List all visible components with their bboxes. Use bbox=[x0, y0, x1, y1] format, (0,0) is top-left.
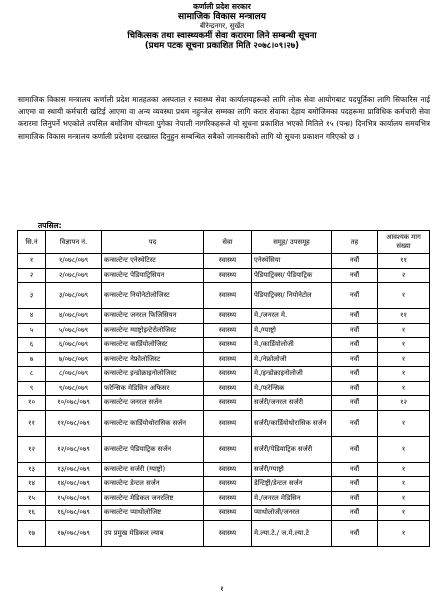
cell-level: नवौं bbox=[332, 477, 378, 492]
cell-group: मे.ल्या.टे./ ज.मे.ल्या.टे bbox=[252, 520, 332, 546]
cell-sn: ४ bbox=[18, 309, 46, 324]
cell-advert-no: १६/०७८/०७९ bbox=[46, 506, 102, 521]
cell-demand: १ bbox=[378, 338, 430, 353]
cell-post: कन्सल्टेन्ट पेडियाट्रिक सर्जन bbox=[102, 436, 204, 462]
cell-service: स्वास्थ्य bbox=[204, 520, 252, 546]
cell-service: स्वास्थ्य bbox=[204, 436, 252, 462]
cell-post: कन्सल्टेन्ट प्याथोलोजिष्ट bbox=[102, 506, 204, 521]
cell-advert-no: ५/०७८/०७९ bbox=[46, 323, 102, 338]
col-header-demand: आवश्यक माग संख्या bbox=[378, 231, 430, 254]
cell-service: स्वास्थ्य bbox=[204, 309, 252, 324]
vacancy-table bbox=[17, 230, 430, 547]
cell-group: मे./जनरल मेडिसिन bbox=[252, 491, 332, 506]
table-row bbox=[18, 477, 430, 492]
cell-level: नवौं bbox=[332, 506, 378, 521]
cell-demand: १ bbox=[378, 283, 430, 309]
cell-sn: ५ bbox=[18, 323, 46, 338]
cell-demand: ११ bbox=[378, 309, 430, 324]
cell-sn: ३ bbox=[18, 283, 46, 309]
cell-advert-no: १/०७८/०७९ bbox=[46, 254, 102, 269]
cell-service: स्वास्थ्य bbox=[204, 323, 252, 338]
cell-group: एनेस्थेसिया bbox=[252, 254, 332, 269]
notice-body: सामाजिक विकास मन्त्रालय कर्णाली प्रदेश मातहतका अस्पताल र स्वास्थ्य सेवा कार्यालयहरूको लागि लोक सेवा आयोगबाट पदपूर्तिका लागि सिफारिस नाई आएमा वा स्थायी कर्मचारी खटिई आएमा वा अन्य व्यवस्था प्रथम नहुन्जेल सम्मका लागि करार सेवाका देहाय बमोजिमका पदहरूमा प्राविधिक कर्मचारी सेवा करारमा लिनुपर्ने भएकोले तपसिल बमोजिम योग्यता पुगेका नेपाली नागरिकहरूले यो सूचना प्रकाशित भएको मितिले १५ (पन्ध्र) दिनभित्र कार्यालय समयभित्र सामाजिक विकास मन्त्रालय कर्णाली प्रदेशमा दरखास्त दिनुहुन सम्बन्धित सबैको जानकारीको लागि यो सूचना प्रकाशन गरिएको छ । bbox=[18, 95, 430, 141]
cell-group: मे./फरेन्सिक bbox=[252, 381, 332, 396]
cell-demand: १ bbox=[378, 367, 430, 382]
cell-demand: १ bbox=[378, 462, 430, 477]
cell-group: सर्जरी/पेडियाट्रिक सर्जरी bbox=[252, 436, 332, 462]
cell-group: डेन्टिष्ट्री/डेन्टल सर्जन bbox=[252, 477, 332, 492]
cell-group: पेडियाट्रिक्स/ पेडियाट्रिक bbox=[252, 268, 332, 283]
table-row bbox=[18, 352, 430, 367]
table-row bbox=[18, 396, 430, 411]
cell-service: स्वास्थ्य bbox=[204, 268, 252, 283]
schedule-label: तपसिल: bbox=[38, 221, 62, 230]
cell-group: मे./जनरल मे. bbox=[252, 309, 332, 324]
cell-post: कन्सल्टेन्ट जनरल फिजिसियन bbox=[102, 309, 204, 324]
cell-service: स्वास्थ्य bbox=[204, 410, 252, 436]
table-row bbox=[18, 367, 430, 382]
cell-sn: ११ bbox=[18, 410, 46, 436]
table-row bbox=[18, 254, 430, 269]
cell-service: स्वास्थ्य bbox=[204, 381, 252, 396]
cell-post: फरेन्सिक मेडिसिन अफिसर bbox=[102, 381, 204, 396]
table-row bbox=[18, 436, 430, 462]
cell-level: नवौं bbox=[332, 367, 378, 382]
cell-advert-no: ३/०७८/०७९ bbox=[46, 283, 102, 309]
cell-advert-no: १५/०७८/०७९ bbox=[46, 491, 102, 506]
cell-advert-no: १४/०७८/०७९ bbox=[46, 477, 102, 492]
cell-post: कन्सल्टेन्ट सर्जरी (ग्याष्ट्रो) bbox=[102, 462, 204, 477]
table-row bbox=[18, 283, 430, 309]
cell-advert-no: ४/०७८/०७९ bbox=[46, 309, 102, 324]
cell-level: नवौं bbox=[332, 323, 378, 338]
cell-post: कन्सल्टेन्ट जनरल सर्जन bbox=[102, 396, 204, 411]
cell-demand: १ bbox=[378, 410, 430, 436]
cell-post: कन्सल्टेन्ट नियोनेटोलोजिस्ट bbox=[102, 283, 204, 309]
cell-level: नवौं bbox=[332, 352, 378, 367]
cell-group: सर्जरी/जनरल सर्जरी bbox=[252, 396, 332, 411]
cell-service: स्वास्थ्य bbox=[204, 491, 252, 506]
cell-demand: १ bbox=[378, 491, 430, 506]
cell-service: स्वास्थ्य bbox=[204, 352, 252, 367]
table-row bbox=[18, 338, 430, 353]
col-header-group: समूह/ उपसमूह bbox=[252, 231, 332, 254]
cell-service: स्वास्थ्य bbox=[204, 283, 252, 309]
cell-post: कन्सल्टेन्ट डेन्टल सर्जन bbox=[102, 477, 204, 492]
ministry-name: सामाजिक विकास मन्त्रालय bbox=[178, 11, 266, 22]
cell-advert-no: १०/०७८/०७९ bbox=[46, 396, 102, 411]
col-header-service: सेवा bbox=[204, 231, 252, 254]
cell-demand: १ bbox=[378, 381, 430, 396]
cell-demand: १ bbox=[378, 520, 430, 546]
cell-post: कन्सल्टेन्ट कार्डियोथोरासिक सर्जन bbox=[102, 410, 204, 436]
cell-group: मे./नेफ्रोलोजी bbox=[252, 352, 332, 367]
cell-sn: १ bbox=[18, 254, 46, 269]
cell-advert-no: ७/०७८/०७९ bbox=[46, 352, 102, 367]
cell-group: मे./ग्याष्ट्रो bbox=[252, 323, 332, 338]
table-row bbox=[18, 410, 430, 436]
cell-demand: १२ bbox=[378, 396, 430, 411]
col-header-level: तह bbox=[332, 231, 378, 254]
table-row bbox=[18, 462, 430, 477]
cell-demand: १ bbox=[378, 352, 430, 367]
cell-demand: १ bbox=[378, 323, 430, 338]
cell-post: कन्सल्टेन्ट ग्याष्ट्रोइन्टेरोलोजिस्ट bbox=[102, 323, 204, 338]
cell-sn: ६ bbox=[18, 338, 46, 353]
government-name: कर्णाली प्रदेश सरकार bbox=[193, 2, 251, 11]
cell-group: मे./इन्डोक्राइनोलोजी bbox=[252, 367, 332, 382]
cell-group: प्याथोलोजी/जनरल bbox=[252, 506, 332, 521]
cell-level: नवौं bbox=[332, 309, 378, 324]
cell-level: नवौं bbox=[332, 462, 378, 477]
cell-service: स्वास्थ्य bbox=[204, 396, 252, 411]
cell-advert-no: ९/०७८/०७९ bbox=[46, 381, 102, 396]
cell-advert-no: १२/०७८/०७९ bbox=[46, 436, 102, 462]
cell-group: मे./कार्डियोलोजी bbox=[252, 338, 332, 353]
col-header-advert-no: विज्ञापन नं. bbox=[46, 231, 102, 254]
cell-post: उप प्रमुख मेडिकल ल्याब bbox=[102, 520, 204, 546]
table-row bbox=[18, 381, 430, 396]
cell-sn: ८ bbox=[18, 367, 46, 382]
cell-sn: २ bbox=[18, 268, 46, 283]
table-row bbox=[18, 309, 430, 324]
cell-demand: १ bbox=[378, 506, 430, 521]
cell-sn: १४ bbox=[18, 477, 46, 492]
table-header-row bbox=[18, 231, 430, 254]
cell-advert-no: ६/०७८/०७९ bbox=[46, 338, 102, 353]
table-row bbox=[18, 268, 430, 283]
cell-post: कन्सल्टेन्ट पेडियाट्रिसियन bbox=[102, 268, 204, 283]
ministry-address: बीरेन्द्रनगर, सुर्खेत bbox=[199, 21, 245, 30]
table-row bbox=[18, 323, 430, 338]
cell-sn: ९ bbox=[18, 381, 46, 396]
page-number: १ bbox=[220, 585, 224, 593]
cell-service: स्वास्थ्य bbox=[204, 462, 252, 477]
cell-level: नवौं bbox=[332, 436, 378, 462]
cell-service: स्वास्थ्य bbox=[204, 254, 252, 269]
cell-level: नवौं bbox=[332, 491, 378, 506]
cell-level: नवौं bbox=[332, 381, 378, 396]
col-header-post: पद bbox=[102, 231, 204, 254]
cell-sn: १६ bbox=[18, 506, 46, 521]
cell-post: कन्सल्टेन्ट कार्डियोलोजिस्ट bbox=[102, 338, 204, 353]
cell-group: पेडियाट्रिक्स/ नियोनेटोल bbox=[252, 283, 332, 309]
cell-post: कन्सल्टेन्ट इन्डोक्राइनोलोजिस्ट bbox=[102, 367, 204, 382]
cell-advert-no: १७/०७८/०७९ bbox=[46, 520, 102, 546]
cell-group: सर्जरी/कार्डियोथोरासिक सर्जन bbox=[252, 410, 332, 436]
cell-service: स्वास्थ्य bbox=[204, 338, 252, 353]
cell-advert-no: ११/०७८/०७९ bbox=[46, 410, 102, 436]
cell-service: स्वास्थ्य bbox=[204, 477, 252, 492]
cell-post: कन्सल्टेन्ट एनेस्थेटिस्ट bbox=[102, 254, 204, 269]
cell-level: नवौं bbox=[332, 520, 378, 546]
cell-service: स्वास्थ्य bbox=[204, 367, 252, 382]
cell-sn: ७ bbox=[18, 352, 46, 367]
cell-advert-no: ८/०७८/०७९ bbox=[46, 367, 102, 382]
cell-sn: १२ bbox=[18, 436, 46, 462]
cell-level: नवौं bbox=[332, 283, 378, 309]
table-row bbox=[18, 520, 430, 546]
cell-level: नवौं bbox=[332, 396, 378, 411]
cell-advert-no: २/०७८/०७९ bbox=[46, 268, 102, 283]
cell-level: नवौं bbox=[332, 338, 378, 353]
cell-level: नवौं bbox=[332, 268, 378, 283]
cell-sn: १० bbox=[18, 396, 46, 411]
cell-post: कन्सल्टेन्ट नेफ्रोलोजिस्ट bbox=[102, 352, 204, 367]
publication-date: (प्रथम पटक सूचना प्रकाशित मिति २०७८।०९।२७) bbox=[144, 40, 300, 51]
cell-demand: २ bbox=[378, 268, 430, 283]
table-row bbox=[18, 506, 430, 521]
notice-title: चिकित्सक तथा स्वास्थ्यकर्मी सेवा करारमा लिने सम्बन्धी सूचना bbox=[127, 31, 317, 42]
cell-post: कन्सल्टेन्ट मेडिकल जनरलिष्ट bbox=[102, 491, 204, 506]
cell-sn: १३ bbox=[18, 462, 46, 477]
col-header-sn: सि.नं bbox=[18, 231, 46, 254]
cell-sn: १५ bbox=[18, 491, 46, 506]
cell-sn: १७ bbox=[18, 520, 46, 546]
cell-demand: ११ bbox=[378, 254, 430, 269]
cell-level: नवौं bbox=[332, 254, 378, 269]
table-row bbox=[18, 491, 430, 506]
cell-demand: १ bbox=[378, 436, 430, 462]
cell-service: स्वास्थ्य bbox=[204, 506, 252, 521]
cell-level: नवौं bbox=[332, 410, 378, 436]
cell-group: सर्जरी/ग्याष्ट्रो bbox=[252, 462, 332, 477]
cell-advert-no: १३/०७८/०७९ bbox=[46, 462, 102, 477]
cell-demand: १ bbox=[378, 477, 430, 492]
